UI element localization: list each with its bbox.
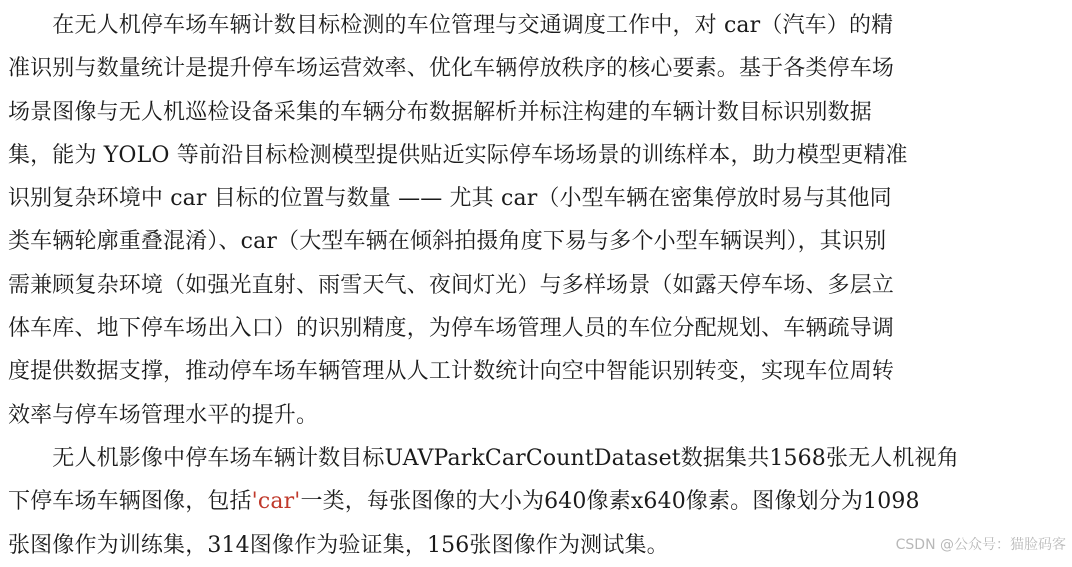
text-line: 无人机影像中停车场车辆计数目标UAVParkCarCountDataset数据集共1568张无人机视角 bbox=[8, 445, 959, 471]
text-line: 场景图像与无人机巡检设备采集的车辆分布数据解析并标注构建的车辆计数目标识别数据 bbox=[8, 99, 872, 125]
text-line: 在无人机停车场车辆计数目标检测的车位管理与交通调度工作中，对 car（汽车）的精 bbox=[8, 13, 894, 38]
text-line bbox=[8, 480, 1064, 523]
intro-paragraph bbox=[8, 4, 1064, 437]
text-segment: 一类，每张图像的大小为640像素x640像素。图像划分为1098 bbox=[300, 489, 920, 515]
csdn-watermark: CSDN @公众号：猫脸码客 bbox=[895, 537, 1066, 553]
text-line: 集，能为 YOLO 等前沿目标检测模型提供贴近实际停车场场景的训练样本，助力模型更精准 bbox=[8, 142, 908, 168]
text-line: 张图像作为训练集，314图像作为验证集，156张图像作为测试集。 bbox=[8, 532, 669, 558]
text-line: 需兼顾复杂环境（如强光直射、雨雪天气、夜间灯光）与多样场景（如露天停车场、多层立 bbox=[8, 272, 895, 298]
text-line: 度提供数据支撑，推动停车场车辆管理从人工计数统计向空中智能识别转变，实现车位周转 bbox=[8, 359, 895, 385]
text-segment: 下停车场车辆图像，包括 bbox=[8, 489, 252, 515]
text-line: 体车库、地下停车场出入口）的识别精度，为停车场管理人员的车位分配规划、车辆疏导调 bbox=[8, 316, 895, 342]
text-line: 效率与停车场管理水平的提升。 bbox=[8, 402, 319, 428]
text-line: 识别复杂环境中 car 目标的位置与数量 —— 尤其 car（小型车辆在密集停放时易与其他同 bbox=[8, 186, 892, 212]
article-body bbox=[8, 4, 1064, 567]
class-name-highlight: 'car' bbox=[251, 489, 301, 515]
text-line: 类车辆轮廓重叠混淆）、car（大型车辆在倾斜拍摄角度下易与多个小型车辆误判），其识别 bbox=[8, 229, 887, 255]
text-line: 准识别与数量统计是提升停车场运营效率、优化车辆停放秩序的核心要素。基于各类停车场 bbox=[8, 56, 895, 82]
